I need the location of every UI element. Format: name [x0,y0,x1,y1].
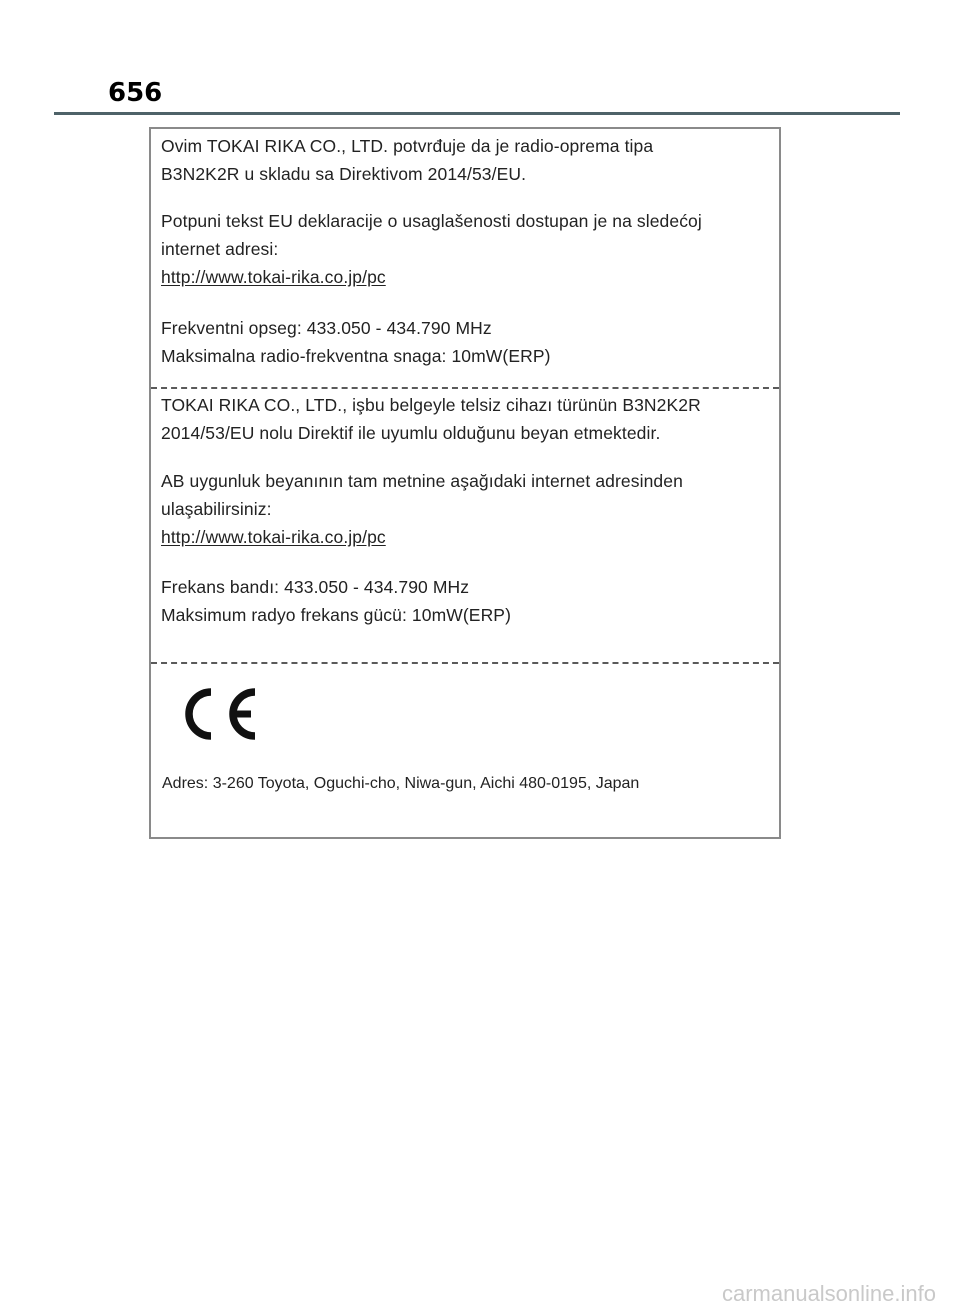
serbian-conformity-line-1: Ovim TOKAI RIKA CO., LTD. potvrđuje da je radio-oprema tipa [161,136,654,156]
manufacturer-address: Adres: 3-260 Toyota, Oguchi-cho, Niwa-gun, Aichi 480-0195, Japan [162,775,640,792]
turkish-radio-specs [161,573,511,629]
serbian-full-text-line-2: internet adresi: [161,239,279,259]
serbian-conformity-statement [161,132,653,188]
page-number: 656 [108,78,163,108]
serbian-conformity-line-2: B3N2K2R u skladu sa Direktivom 2014/53/EU. [161,164,527,184]
serbian-declaration [151,129,779,387]
serbian-declaration-link[interactable]: http://www.tokai-rika.co.jp/pc [161,267,386,287]
serbian-radio-specs [161,314,551,370]
serbian-full-text-line-1: Potpuni tekst EU deklaracije o usaglašenosti dostupan je na sledećoj [161,211,702,231]
turkish-full-text-statement [161,467,683,551]
serbian-max-power: Maksimalna radio-frekventna snaga: 10mW(ERP) [161,346,551,366]
turkish-conformity-statement [161,391,701,447]
turkish-conformity-line-1: TOKAI RIKA CO., LTD., işbu belgeyle telsiz cihazı türünün B3N2K2R [161,395,701,415]
watermark: carmanualsonline.info [721,1281,936,1306]
turkish-full-text-line-1: AB uygunluk beyanının tam metnine aşağıdaki internet adresinden [161,471,683,491]
ce-mark-icon [175,684,259,749]
serbian-frequency-range: Frekventni opseg: 433.050 - 434.790 MHz [161,318,492,338]
turkish-max-power: Maksimum radyo frekans gücü: 10mW(ERP) [161,605,512,625]
turkish-frequency-band: Frekans bandı: 433.050 - 434.790 MHz [161,577,470,597]
turkish-conformity-line-2: 2014/53/EU nolu Direktif ile uyumlu olduğunu beyan etmektedir. [161,423,661,443]
header-rule [54,112,900,115]
serbian-full-text-statement [161,207,702,291]
turkish-full-text-line-2: ulaşabilirsiniz: [161,499,272,519]
declaration-box [149,127,781,839]
turkish-declaration-link[interactable]: http://www.tokai-rika.co.jp/pc [161,527,386,547]
ce-section [151,662,779,837]
turkish-declaration [151,387,779,662]
